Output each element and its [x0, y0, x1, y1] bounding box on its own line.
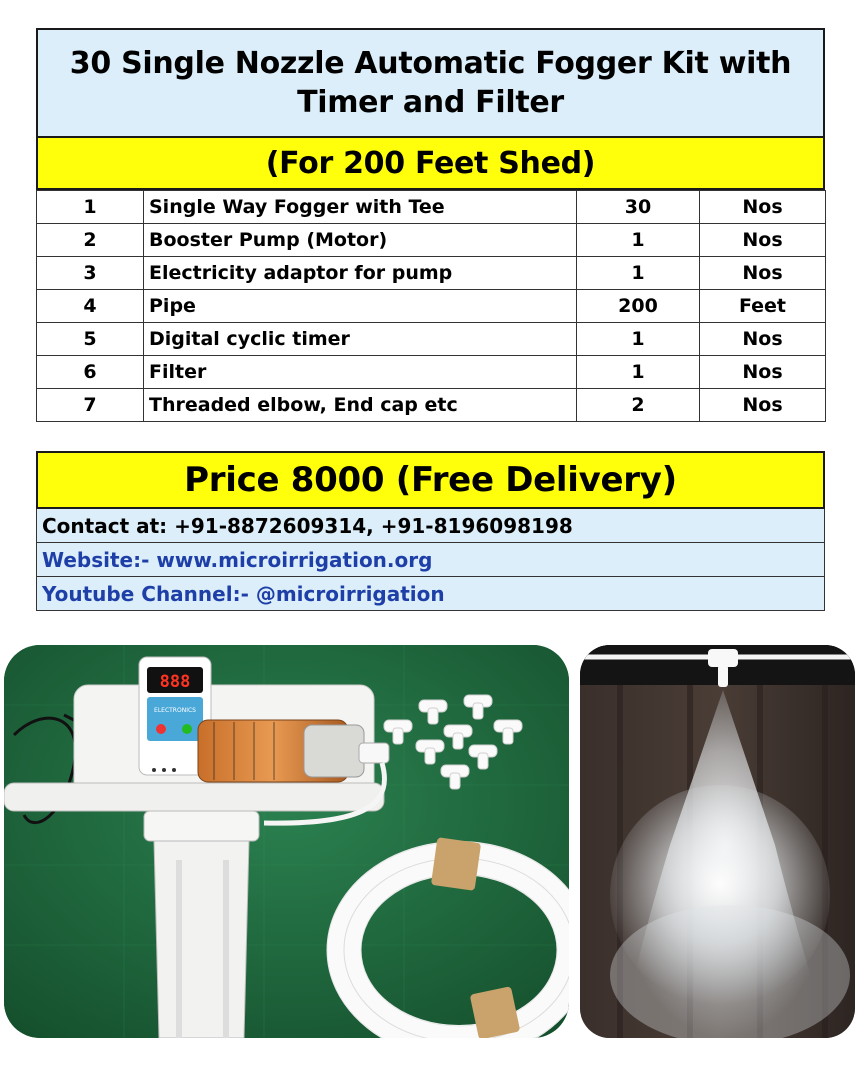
kit-subtitle [36, 136, 825, 190]
item-number: 4 [37, 290, 144, 323]
kit-components-photo [4, 645, 569, 1038]
contact-phones: Contact at: +91-8872609314, +91-8196098198 [42, 513, 573, 538]
contact-row [36, 509, 825, 543]
item-number: 7 [37, 389, 144, 422]
item-unit: Nos [700, 224, 826, 257]
item-name: Pipe [144, 290, 577, 323]
item-name: Electricity adaptor for pump [144, 257, 577, 290]
price-text: Price 8000 (Free Delivery) [184, 460, 677, 500]
item-unit: Nos [700, 257, 826, 290]
item-qty: 2 [577, 389, 700, 422]
item-number: 6 [37, 356, 144, 389]
item-qty: 200 [577, 290, 700, 323]
item-qty: 1 [577, 224, 700, 257]
item-qty: 1 [577, 257, 700, 290]
table-row [37, 257, 826, 290]
kit-subtitle-text: (For 200 Feet Shed) [265, 145, 596, 181]
item-name: Threaded elbow, End cap etc [144, 389, 577, 422]
item-unit: Nos [700, 191, 826, 224]
fog-spray-illustration [580, 645, 855, 1038]
item-unit: Nos [700, 356, 826, 389]
youtube-row[interactable] [36, 577, 825, 611]
item-qty: 30 [577, 191, 700, 224]
kit-title [36, 28, 825, 136]
table-row [37, 191, 826, 224]
table-row [37, 389, 826, 422]
item-name: Filter [144, 356, 577, 389]
price-banner [36, 451, 825, 509]
website-link[interactable]: Website:- www.microirrigation.org [42, 547, 433, 572]
item-number: 2 [37, 224, 144, 257]
youtube-link[interactable]: Youtube Channel:- @microirrigation [42, 581, 445, 606]
item-name: Booster Pump (Motor) [144, 224, 577, 257]
table-row [37, 290, 826, 323]
item-name: Digital cyclic timer [144, 323, 577, 356]
item-unit: Nos [700, 389, 826, 422]
kit-title-text: 30 Single Nozzle Automatic Fogger Kit with Timer and Filter [69, 46, 792, 120]
item-number: 3 [37, 257, 144, 290]
table-row [37, 224, 826, 257]
item-unit: Nos [700, 323, 826, 356]
item-qty: 1 [577, 323, 700, 356]
item-qty: 1 [577, 356, 700, 389]
table-row [37, 323, 826, 356]
table-row [37, 356, 826, 389]
timer-brand: ELECTRONICS [154, 707, 196, 714]
item-unit: Feet [700, 290, 826, 323]
website-row[interactable] [36, 543, 825, 577]
item-name: Single Way Fogger with Tee [144, 191, 577, 224]
fogger-spray-photo [580, 645, 855, 1038]
timer-display: 888 [159, 672, 191, 692]
item-number: 5 [37, 323, 144, 356]
kit-components-illustration [4, 645, 569, 1038]
item-number: 1 [37, 191, 144, 224]
items-table [36, 190, 826, 422]
